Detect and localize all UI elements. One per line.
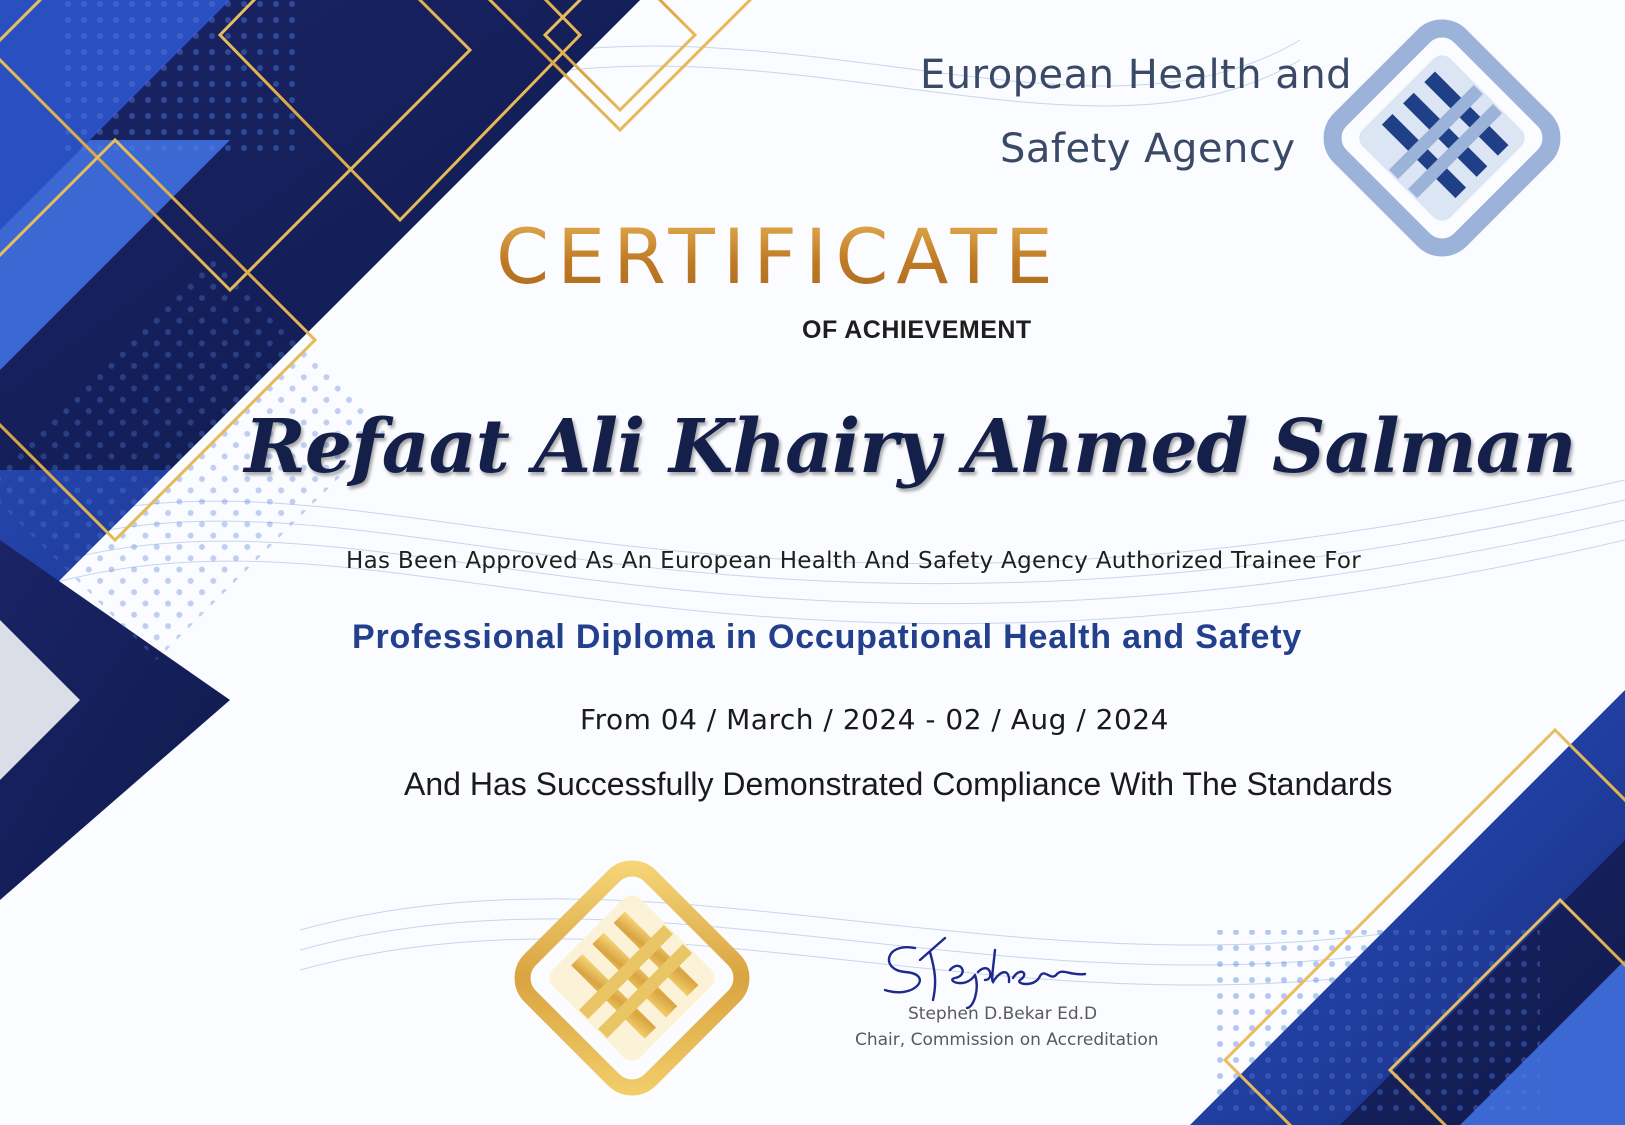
agency-logo (1322, 18, 1562, 258)
right-decoration (1190, 690, 1625, 1125)
handwritten-signature (875, 930, 1095, 1010)
date-range: From 04 / March / 2024 - 02 / Aug / 2024 (580, 703, 1169, 736)
organization-name-line1: European Health and (920, 52, 1353, 98)
certificate-title: CERTIFICATE (496, 212, 1061, 301)
organization-name-line2: Safety Agency (1000, 126, 1296, 172)
approval-statement: Has Been Approved As An European Health And Safety Agency Authorized Trainee For (346, 548, 1362, 574)
program-title: Professional Diploma in Occupational Health and Safety (352, 618, 1303, 656)
recipient-name: Refaat Ali Khairy Ahmed Salman (244, 404, 1576, 490)
compliance-statement: And Has Successfully Demonstrated Compliance With The Standards (404, 766, 1393, 802)
signer-name: Stephen D.Bekar Ed.D (908, 1004, 1098, 1024)
signer-title: Chair, Commission on Accreditation (855, 1030, 1159, 1050)
certificate-subtitle: OF ACHIEVEMENT (802, 316, 1032, 344)
gold-seal-logo (512, 858, 752, 1098)
